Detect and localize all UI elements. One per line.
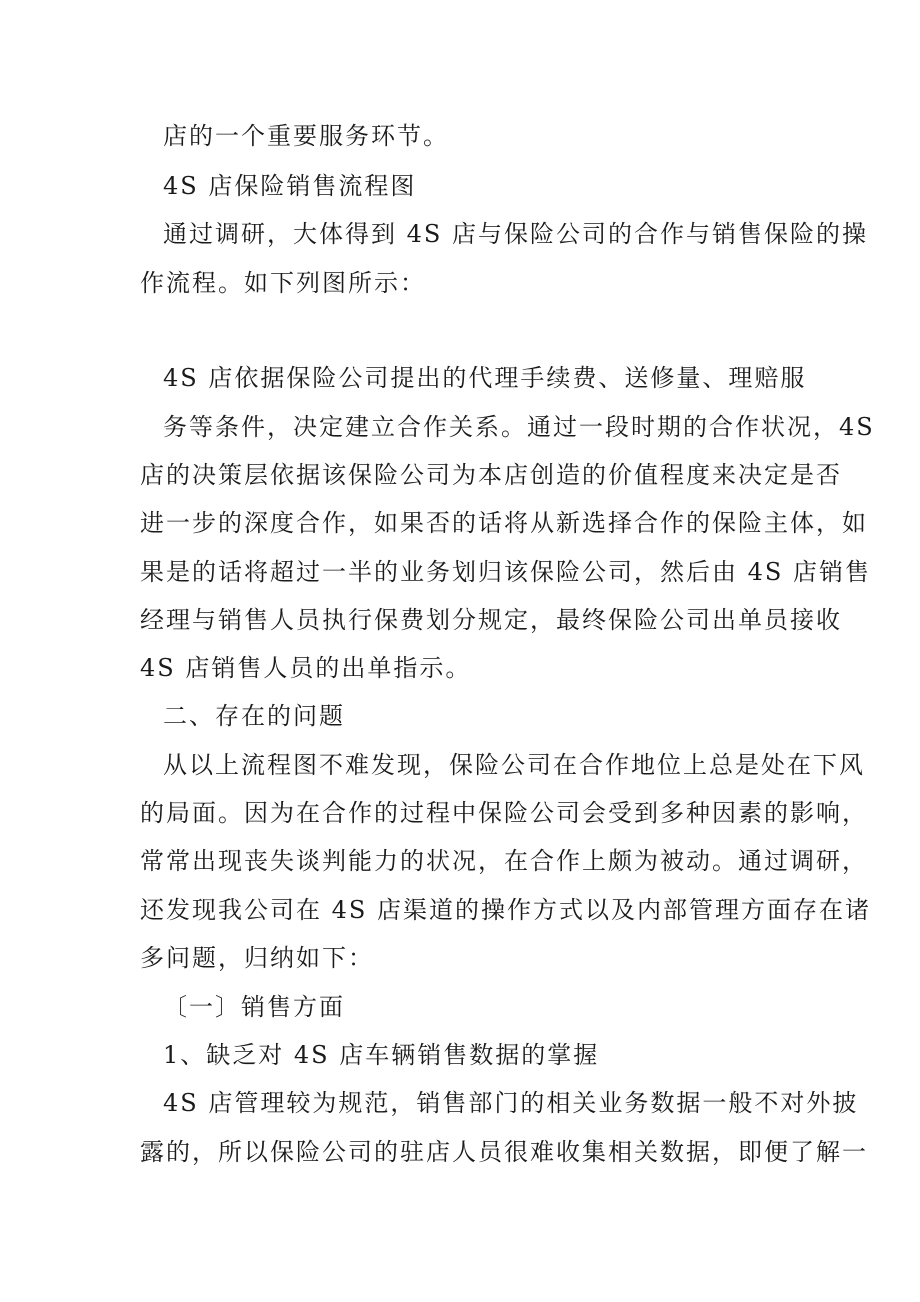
section-heading: 二、存在的问题 bbox=[163, 702, 345, 730]
text-line: 4S 店管理较为规范，销售部门的相关业务数据一般不对外披 bbox=[163, 1089, 859, 1117]
text-line: 务等条件，决定建立合作关系。通过一段时期的合作状况，4S bbox=[163, 413, 875, 441]
text-line: 多问题，归纳如下： bbox=[140, 944, 374, 972]
text-line: 的局面。因为在合作的过程中保险公司会受到多种因素的影响， bbox=[140, 799, 868, 827]
text-line: 还发现我公司在 4S 店渠道的操作方式以及内部管理方面存在诸 bbox=[140, 896, 871, 924]
text-line: 进一步的深度合作，如果否的话将从新选择合作的保险主体，如 bbox=[140, 509, 868, 537]
text-line: 通过调研，大体得到 4S 店与保险公司的合作与销售保险的操 bbox=[163, 220, 868, 248]
subsection-heading: 1、缺乏对 4S 店车辆销售数据的掌握 bbox=[163, 1041, 600, 1069]
text-line: 店的决策层依据该保险公司为本店创造的价值程度来决定是否 bbox=[140, 461, 842, 489]
section-heading: 4S 店保险销售流程图 bbox=[163, 172, 417, 200]
subsection-heading: 〔一〕销售方面 bbox=[163, 993, 345, 1021]
text-line: 经理与销售人员执行保费划分规定，最终保险公司出单员接收 bbox=[140, 606, 842, 634]
text-line: 常常出现丧失谈判能力的状况，在合作上颇为被动。通过调研， bbox=[140, 847, 868, 875]
text-line: 4S 店依据保险公司提出的代理手续费、送修量、理赔服 bbox=[163, 364, 807, 392]
text-line: 作流程。如下列图所示： bbox=[140, 269, 426, 297]
text-line: 果是的话将超过一半的业务划归该保险公司，然后由 4S 店销售 bbox=[140, 558, 871, 586]
text-line: 露的，所以保险公司的驻店人员很难收集相关数据，即便了解一 bbox=[140, 1138, 868, 1166]
text-line: 4S 店销售人员的出单指示。 bbox=[140, 654, 472, 682]
text-line: 店的一个重要服务环节。 bbox=[163, 122, 449, 150]
text-line: 从以上流程图不难发现，保险公司在合作地位上总是处在下风 bbox=[163, 751, 865, 779]
